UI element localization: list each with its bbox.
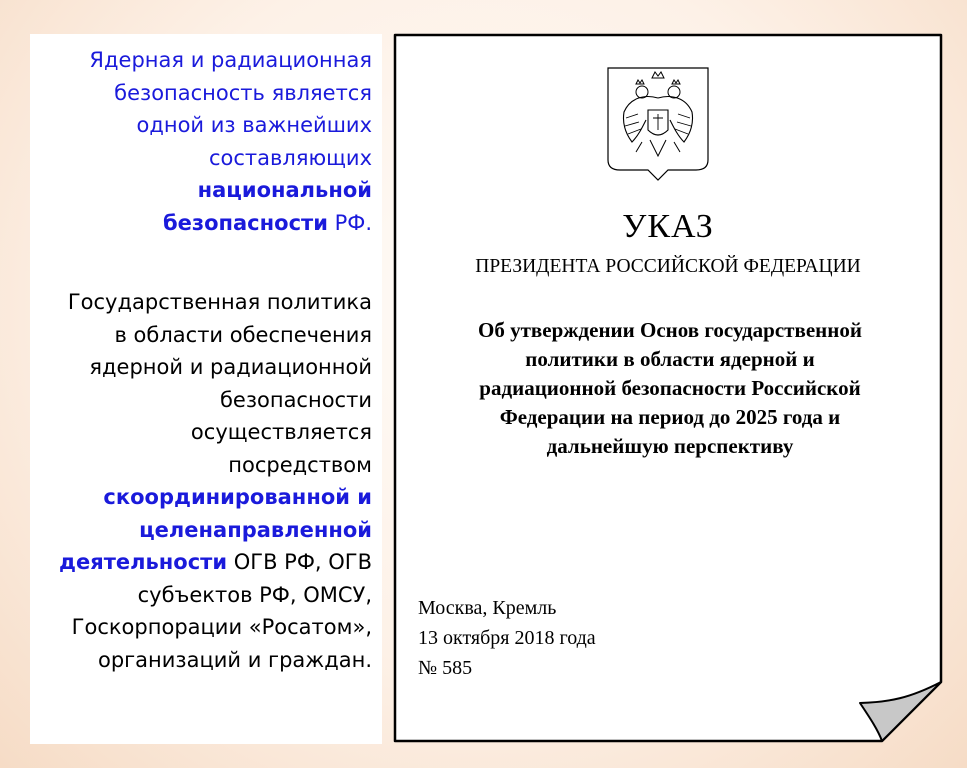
russian-coat-of-arms-icon — [608, 68, 708, 180]
decree-heading-line: дальнейшую перспективу — [546, 434, 794, 458]
decree-subtitle: ПРЕЗИДЕНТА РОССИЙСКОЙ ФЕДЕРАЦИИ — [475, 256, 861, 277]
policy-emphasis: целенаправленной — [139, 517, 372, 542]
intro-emphasis: национальной — [197, 178, 372, 202]
decree-number: № 585 — [418, 657, 473, 679]
intro-emphasis: безопасности — [162, 210, 328, 235]
intro-line: одной из важнейших — [136, 113, 372, 137]
decree-heading-line: радиационной безопасности Российской — [479, 376, 861, 400]
decree-place: Москва, Кремль — [418, 597, 557, 619]
decree-heading-line: Федерации на период до 2025 года и — [499, 405, 841, 429]
decree-date: 13 октября 2018 года — [418, 627, 596, 649]
policy-line: ядерной и радиационной — [89, 355, 372, 379]
decree-heading — [420, 316, 920, 461]
policy-line: безопасности — [219, 387, 372, 412]
decree-heading-line: Об утверждении Основ государственной — [478, 318, 862, 342]
policy-line: в области обеспечения — [114, 322, 372, 347]
intro-line: Ядерная и радиационная — [89, 48, 372, 72]
policy-line: ОГВ РФ, ОГВ — [227, 550, 372, 574]
info-panel — [30, 34, 382, 744]
policy-line: Государственная политика — [67, 290, 372, 314]
decree-heading-line: политики в области ядерной и — [525, 347, 815, 371]
intro-line: РФ. — [327, 210, 372, 235]
policy-paragraph — [32, 286, 372, 676]
policy-emphasis: деятельности — [59, 550, 228, 574]
policy-line: посредством — [228, 452, 372, 477]
intro-line: составляющих — [208, 145, 372, 170]
policy-line: субъектов РФ, ОМСУ, — [137, 582, 372, 607]
decree-title: УКАЗ — [622, 208, 714, 245]
intro-paragraph — [32, 44, 372, 239]
policy-line: Госкорпорации «Росатом», — [71, 615, 372, 639]
intro-line: безопасность является — [114, 80, 372, 105]
policy-emphasis: скоординированной и — [103, 485, 372, 509]
policy-line: осуществляется — [190, 420, 372, 444]
policy-line: организаций и граждан. — [97, 647, 372, 672]
